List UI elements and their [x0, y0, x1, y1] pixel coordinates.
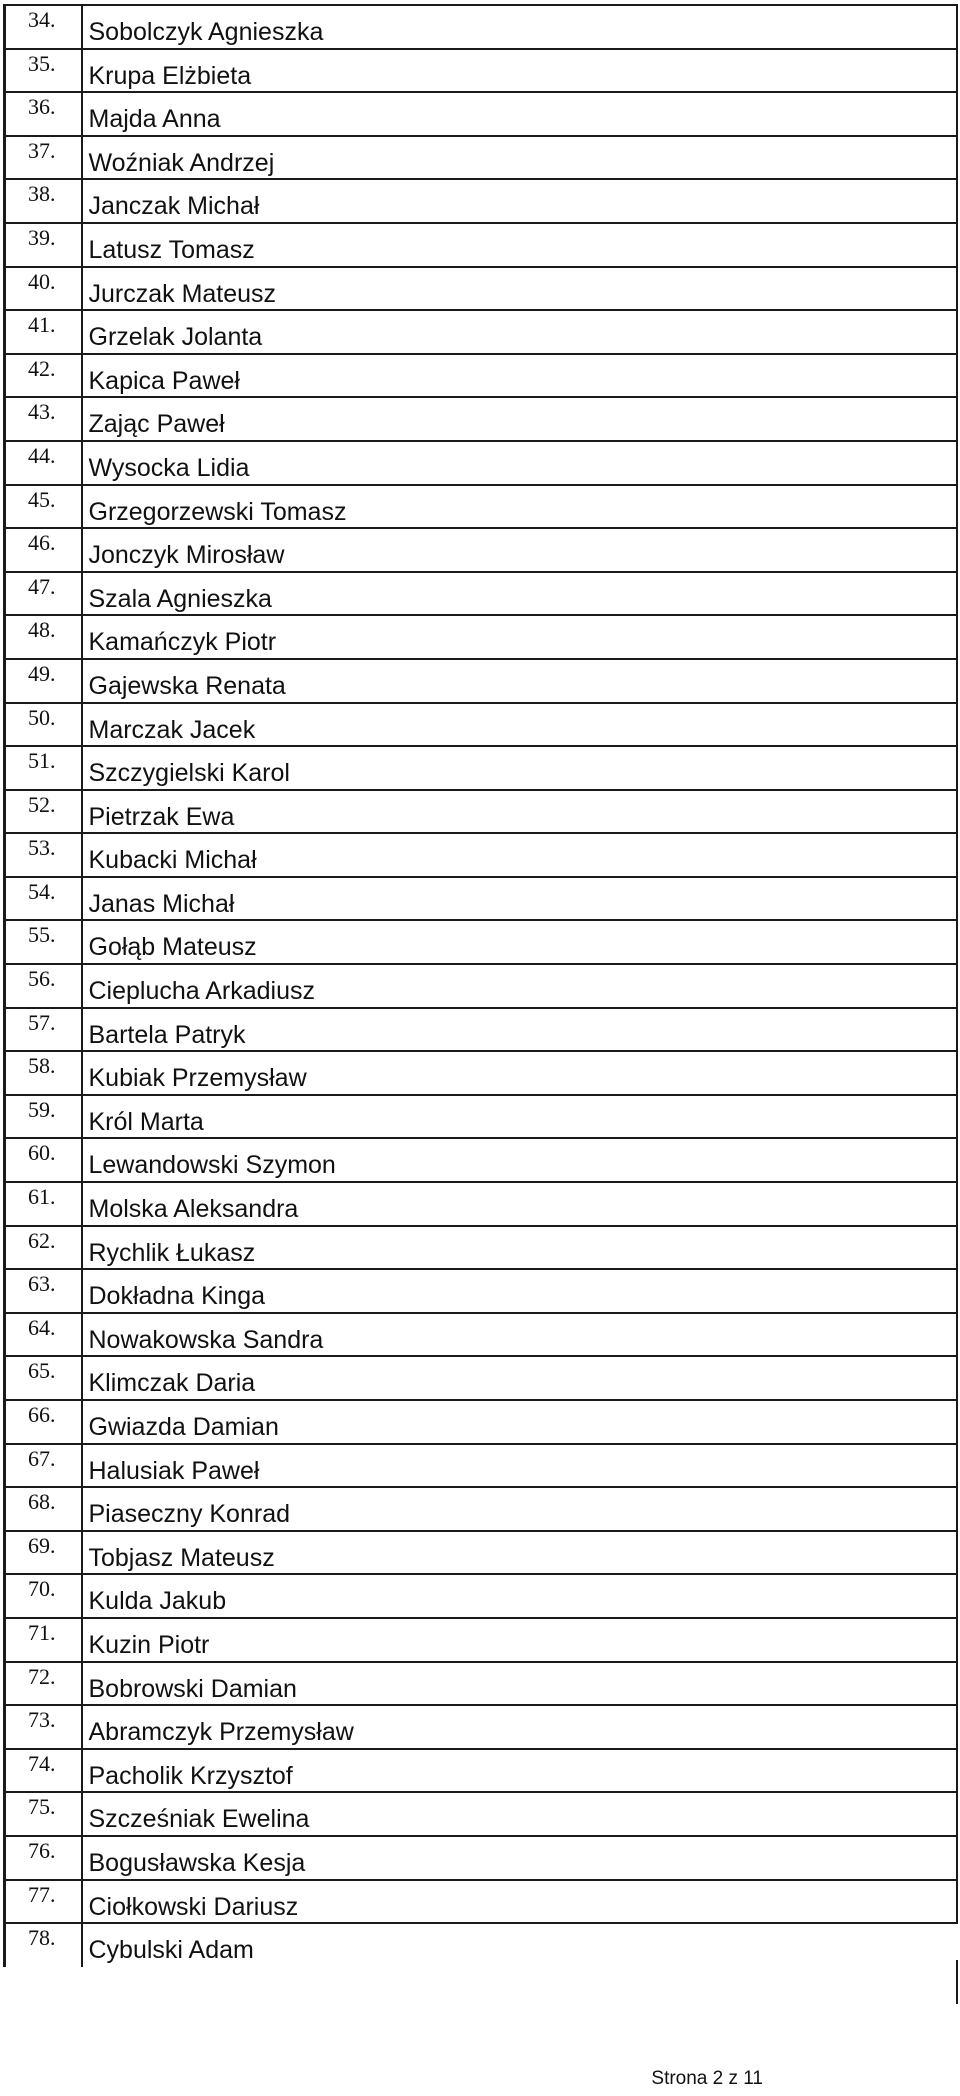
- person-name: Majda Anna: [82, 92, 958, 136]
- table-row: [5, 267, 958, 311]
- row-number: 77.: [5, 1880, 82, 1924]
- person-name: Król Marta: [82, 1095, 958, 1139]
- table-row: [5, 1269, 958, 1313]
- table-row: [5, 1400, 958, 1444]
- person-name: Janczak Michał: [82, 179, 958, 223]
- table-row: [5, 1095, 958, 1139]
- row-number: 48.: [5, 615, 82, 659]
- row-number: 35.: [5, 49, 82, 93]
- table-row: [5, 310, 958, 354]
- table-row: [5, 877, 958, 921]
- row-number: 59.: [5, 1095, 82, 1139]
- person-name: Gajewska Renata: [82, 659, 958, 703]
- person-name: Bartela Patryk: [82, 1008, 958, 1052]
- row-number: 45.: [5, 485, 82, 529]
- person-name: Halusiak Paweł: [82, 1444, 958, 1488]
- person-name: Cybulski Adam: [82, 1923, 958, 1967]
- row-number: 34.: [5, 5, 82, 49]
- table-row: [5, 746, 958, 790]
- table-row: [5, 1182, 958, 1226]
- row-number: 62.: [5, 1226, 82, 1270]
- table-row: [5, 1008, 958, 1052]
- table-row: [5, 179, 958, 223]
- person-name: Kubiak Przemysław: [82, 1051, 958, 1095]
- row-number: 68.: [5, 1487, 82, 1531]
- person-name: Kamańczyk Piotr: [82, 615, 958, 659]
- row-number: 57.: [5, 1008, 82, 1052]
- table-row: [5, 920, 958, 964]
- table-row: [5, 136, 958, 180]
- table-row: [5, 1923, 958, 1967]
- row-number: 47.: [5, 572, 82, 616]
- table-row: [5, 1531, 958, 1575]
- table-row: [5, 485, 958, 529]
- table-row: [5, 1226, 958, 1270]
- table-row: [5, 1574, 958, 1618]
- table-row: [5, 397, 958, 441]
- row-number: 39.: [5, 223, 82, 267]
- table-row: [5, 1880, 958, 1924]
- person-name: Marczak Jacek: [82, 703, 958, 747]
- person-name: Woźniak Andrzej: [82, 136, 958, 180]
- row-number: 36.: [5, 92, 82, 136]
- table-row: [5, 1662, 958, 1706]
- person-name: Pacholik Krzysztof: [82, 1749, 958, 1793]
- person-name: Gwiazda Damian: [82, 1400, 958, 1444]
- table-row: [5, 354, 958, 398]
- table-row: [5, 1487, 958, 1531]
- table-row: [5, 92, 958, 136]
- person-name: Piaseczny Konrad: [82, 1487, 958, 1531]
- person-name: Krupa Elżbieta: [82, 49, 958, 93]
- page-number: Strona 2 z 11: [651, 2068, 763, 2089]
- table-row: [5, 659, 958, 703]
- person-name: Dokładna Kinga: [82, 1269, 958, 1313]
- person-name: Jonczyk Mirosław: [82, 528, 958, 572]
- person-name: Kulda Jakub: [82, 1574, 958, 1618]
- row-number: 69.: [5, 1531, 82, 1575]
- person-name: Szcześniak Ewelina: [82, 1792, 958, 1836]
- row-number: 64.: [5, 1313, 82, 1357]
- row-number: 72.: [5, 1662, 82, 1706]
- person-name: Nowakowska Sandra: [82, 1313, 958, 1357]
- person-name: Jurczak Mateusz: [82, 267, 958, 311]
- names-table: [3, 4, 958, 1967]
- table-row: [5, 703, 958, 747]
- table-row: [5, 223, 958, 267]
- row-number: 65.: [5, 1356, 82, 1400]
- table-row: [5, 1618, 958, 1662]
- row-number: 71.: [5, 1618, 82, 1662]
- row-number: 67.: [5, 1444, 82, 1488]
- row-number: 78.: [5, 1923, 82, 1967]
- person-name: Gołąb Mateusz: [82, 920, 958, 964]
- table-row: [5, 528, 958, 572]
- table-row: [5, 1836, 958, 1880]
- person-name: Cieplucha Arkadiusz: [82, 964, 958, 1008]
- table-row: [5, 49, 958, 93]
- row-number: 75.: [5, 1792, 82, 1836]
- table-row: [5, 1051, 958, 1095]
- person-name: Tobjasz Mateusz: [82, 1531, 958, 1575]
- row-number: 46.: [5, 528, 82, 572]
- table-row: [5, 1444, 958, 1488]
- person-name: Kapica Paweł: [82, 354, 958, 398]
- table-row: [5, 5, 958, 49]
- row-number: 55.: [5, 920, 82, 964]
- row-number: 38.: [5, 179, 82, 223]
- person-name: Grzelak Jolanta: [82, 310, 958, 354]
- row-number: 37.: [5, 136, 82, 180]
- person-name: Latusz Tomasz: [82, 223, 958, 267]
- person-name: Klimczak Daria: [82, 1356, 958, 1400]
- person-name: Bogusławska Kesja: [82, 1836, 958, 1880]
- row-number: 66.: [5, 1400, 82, 1444]
- person-name: Rychlik Łukasz: [82, 1226, 958, 1270]
- row-number: 61.: [5, 1182, 82, 1226]
- row-number: 74.: [5, 1749, 82, 1793]
- row-number: 54.: [5, 877, 82, 921]
- person-name: Janas Michał: [82, 877, 958, 921]
- row-number: 56.: [5, 964, 82, 1008]
- person-name: Molska Aleksandra: [82, 1182, 958, 1226]
- table-row: [5, 1792, 958, 1836]
- person-name: Zając Paweł: [82, 397, 958, 441]
- row-number: 73.: [5, 1705, 82, 1749]
- row-number: 70.: [5, 1574, 82, 1618]
- table-row: [5, 441, 958, 485]
- row-number: 41.: [5, 310, 82, 354]
- table-row: [5, 1138, 958, 1182]
- person-name: Grzegorzewski Tomasz: [82, 485, 958, 529]
- person-name: Abramczyk Przemysław: [82, 1705, 958, 1749]
- row-number: 63.: [5, 1269, 82, 1313]
- person-name: Ciołkowski Dariusz: [82, 1880, 958, 1924]
- table-row: [5, 1749, 958, 1793]
- row-number: 52.: [5, 790, 82, 834]
- row-number: 50.: [5, 703, 82, 747]
- row-number: 42.: [5, 354, 82, 398]
- person-name: Bobrowski Damian: [82, 1662, 958, 1706]
- row-number: 58.: [5, 1051, 82, 1095]
- table-row: [5, 833, 958, 877]
- table-row: [5, 615, 958, 659]
- person-name: Szala Agnieszka: [82, 572, 958, 616]
- table-border-stub: [956, 1960, 958, 2004]
- person-name: Wysocka Lidia: [82, 441, 958, 485]
- row-number: 43.: [5, 397, 82, 441]
- row-number: 49.: [5, 659, 82, 703]
- person-name: Pietrzak Ewa: [82, 790, 958, 834]
- table-row: [5, 964, 958, 1008]
- row-number: 76.: [5, 1836, 82, 1880]
- names-table-body: [5, 5, 958, 1967]
- table-row: [5, 572, 958, 616]
- row-number: 40.: [5, 267, 82, 311]
- person-name: Sobolczyk Agnieszka: [82, 5, 958, 49]
- table-row: [5, 1356, 958, 1400]
- person-name: Kuzin Piotr: [82, 1618, 958, 1662]
- row-number: 44.: [5, 441, 82, 485]
- table-row: [5, 790, 958, 834]
- table-row: [5, 1313, 958, 1357]
- row-number: 53.: [5, 833, 82, 877]
- row-number: 60.: [5, 1138, 82, 1182]
- table-row: [5, 1705, 958, 1749]
- person-name: Kubacki Michał: [82, 833, 958, 877]
- person-name: Lewandowski Szymon: [82, 1138, 958, 1182]
- row-number: 51.: [5, 746, 82, 790]
- person-name: Szczygielski Karol: [82, 746, 958, 790]
